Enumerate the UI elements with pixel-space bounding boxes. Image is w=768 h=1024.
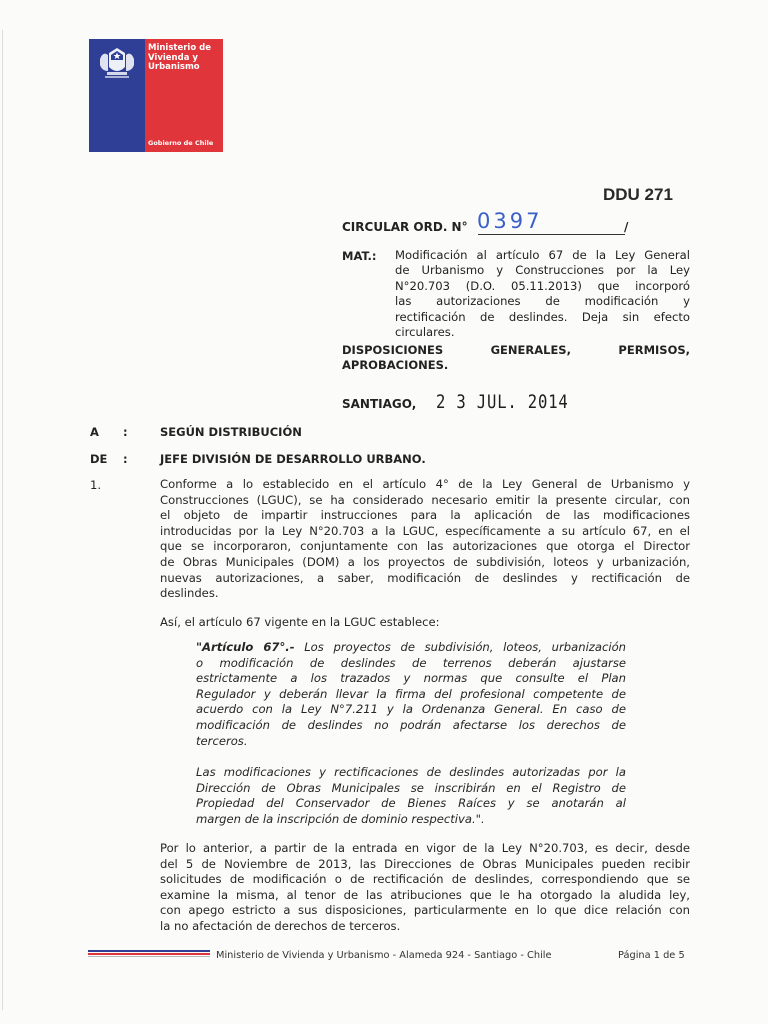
article-title: "Artículo 67°.- bbox=[196, 640, 295, 654]
date-stamp: 2 3 JUL. 2014 bbox=[436, 391, 569, 413]
paragraph-line: examine la misma, al tenor de las atribuciones que le ha otorgado la aludida ley, bbox=[160, 887, 690, 902]
quote-line: Las modificaciones y rectificaciones de deslindes autorizadas por la bbox=[196, 765, 626, 779]
quote-line: margen de la inscripción de dominio respectiva.". bbox=[196, 811, 485, 826]
ministry-logo bbox=[89, 39, 223, 152]
disposiciones-line: APROBACIONES. bbox=[342, 358, 449, 372]
paragraph-line: del 5 de Noviembre de 2013, las Direcciones de Obras Municipales pueden recibir bbox=[160, 856, 690, 871]
mat-line: circulares. bbox=[395, 325, 455, 340]
paragraph-2: Así, el artículo 67 vigente en la LGUC establece: bbox=[160, 615, 440, 629]
logo-title-line: Ministerio de bbox=[148, 43, 211, 53]
paragraph-1 bbox=[160, 477, 690, 602]
quote-line: Regulador y deberán llevar la firma del profesional competente de bbox=[196, 686, 626, 701]
paragraph-line: Conforme a lo establecido en el artículo 4° de la Ley General de Urbanismo y bbox=[160, 477, 690, 491]
paragraph-line: Construcciones (LGUC), se ha considerado necesario emitir la presente circular, con bbox=[160, 492, 690, 507]
quote-line: terceros. bbox=[196, 733, 248, 748]
paragraph-line: deslindes. bbox=[160, 586, 219, 601]
addressee-colon: : bbox=[123, 425, 128, 439]
paragraph-3 bbox=[160, 841, 690, 935]
paragraph-line: Por lo anterior, a partir de la entrada en vigor de la Ley N°20.703, es decir, desde bbox=[160, 841, 690, 855]
page-edge-shadow bbox=[2, 30, 3, 1010]
footer-address: Ministerio de Vivienda y Urbanismo - Alameda 924 - Santiago - Chile bbox=[216, 950, 552, 961]
addressee-key: A bbox=[90, 425, 99, 439]
footer-page-number: Página 1 de 5 bbox=[618, 950, 685, 961]
footer-gray-bar bbox=[88, 956, 210, 957]
quote-line: o modificación de deslindes de terrenos deberán ajustarse bbox=[196, 655, 626, 670]
addressee-to-row bbox=[90, 425, 690, 441]
paragraph-line: introducidas por la Ley N°20.703 a la LGUC, específicamente a su artículo 67, en el bbox=[160, 523, 690, 538]
addressee-value: SEGÚN DISTRIBUCIÓN bbox=[160, 425, 302, 439]
quote-line bbox=[196, 640, 626, 656]
addressee-value: JEFE DIVISIÓN DE DESARROLLO URBANO. bbox=[160, 452, 426, 466]
quote-line: Dirección de Obras Municipales se inscribirán en el Registro de bbox=[196, 780, 626, 795]
disposiciones-heading bbox=[342, 343, 690, 373]
quote-line: acuerdo con la Ley N°7.211 y la Ordenanza General. En caso de bbox=[196, 702, 626, 717]
circular-number-stamp: 0397 bbox=[477, 209, 543, 233]
logo-government-label: Gobierno de Chile bbox=[148, 139, 214, 147]
paragraph-line: nuevas autorizaciones, a saber, modificación de deslindes y rectificación de bbox=[160, 570, 690, 585]
mat-line: Modificación al artículo 67 de la Ley General bbox=[395, 248, 690, 262]
footer-red-bar bbox=[88, 953, 210, 955]
paragraph-line: la no afectación de derechos de terceros. bbox=[160, 918, 401, 933]
paragraph-line: que se incorporaron, conjuntamente con las autorizaciones que otorga el Director bbox=[160, 539, 690, 554]
paragraph-line: con apego estricto a sus disposiciones, particularmente en lo que dice relación con bbox=[160, 903, 690, 918]
addressee-key: DE bbox=[90, 452, 108, 466]
logo-blue-field bbox=[89, 39, 145, 152]
addressee-colon: : bbox=[123, 452, 128, 466]
circular-label: CIRCULAR ORD. N° bbox=[342, 220, 468, 234]
mat-line: las autorizaciones de modificación y bbox=[395, 294, 690, 309]
quote-line: estrictamente a los trazados y normas que consulte el Plan bbox=[196, 671, 626, 686]
document-code: DDU 271 bbox=[603, 185, 673, 204]
paragraph-line: el objeto de impartir instrucciones para la aplicación de las modificaciones bbox=[160, 508, 690, 523]
logo-ministry-name bbox=[148, 44, 222, 73]
paragraph-number: 1. bbox=[90, 478, 102, 492]
mat-label: MAT.: bbox=[342, 249, 377, 263]
article-67-quote-continued bbox=[196, 765, 626, 827]
mat-line: N°20.703 (D.O. 05.11.2013) que incorporó bbox=[395, 278, 690, 293]
footer-color-bars bbox=[88, 950, 210, 958]
footer-blue-bar bbox=[88, 950, 210, 952]
circular-reference bbox=[342, 211, 642, 239]
addressee-from-row bbox=[90, 452, 690, 468]
santiago-label: SANTIAGO, bbox=[342, 397, 417, 411]
logo-title-line: Urbanismo bbox=[148, 62, 200, 72]
quote-line: modificación de deslindes no podrán afectarse los derechos de bbox=[196, 717, 626, 732]
circular-underline bbox=[478, 234, 625, 235]
coat-of-arms-icon bbox=[95, 45, 139, 81]
paragraph-line: solicitudes de modificación o de rectificación de deslindes, correspondiendo que se bbox=[160, 872, 690, 887]
mat-line: rectificación de deslindes. Deja sin efecto bbox=[395, 309, 690, 324]
circular-slash: / bbox=[624, 220, 629, 234]
article-67-quote bbox=[196, 640, 626, 749]
logo-title-line: Vivienda y bbox=[148, 52, 198, 63]
paragraph-line: de Obras Municipales (DOM) a los proyectos de subdivisión, loteos y urbanización, bbox=[160, 554, 690, 569]
quote-line: Propiedad del Conservador de Bienes Raíces y se anotarán al bbox=[196, 796, 626, 811]
disposiciones-line: DISPOSICIONES GENERALES, PERMISOS, bbox=[342, 343, 690, 357]
mat-subject bbox=[395, 248, 690, 340]
quote-first-line-text: Los proyectos de subdivisión, loteos, urbanización bbox=[304, 640, 627, 654]
mat-line: de Urbanismo y Construcciones por la Ley bbox=[395, 263, 690, 278]
